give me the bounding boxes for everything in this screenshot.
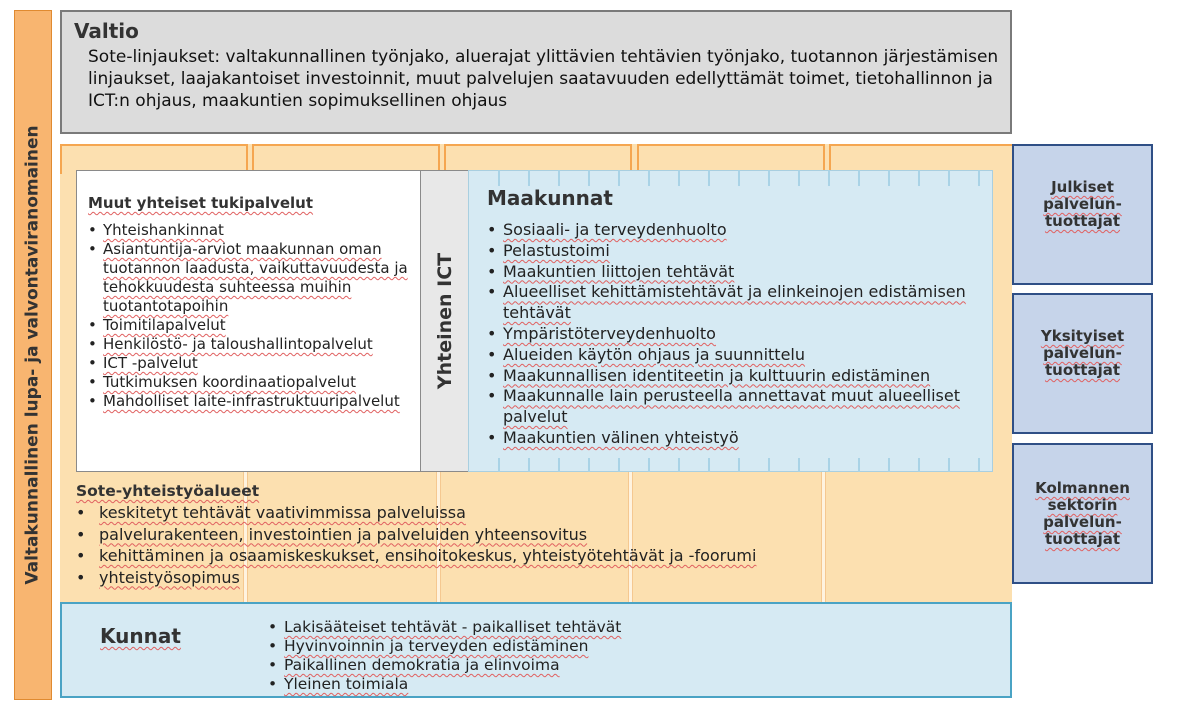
stripe-mark [708,458,710,472]
kunnat-list [268,618,868,694]
provider-private-box [1012,293,1153,434]
list-item: • Yleinen toimiala [268,675,868,694]
list-item: • kehittäminen ja osaamiskeskukset, ensihoitokeskus, yhteistyötehtävät ja -foorumi [76,545,976,567]
valtio-title: Valtio [74,19,139,43]
stripe-mark [648,170,650,186]
stripe-mark [888,458,890,472]
stripe-mark [678,458,680,472]
list-item: • Asiantuntija-arviot maakunnan oman tuotannon laadusta, vaikuttavuudesta ja tehokkuudesta suhteessa muihin tuotantotapoihin [88,240,418,316]
stripe-mark [858,458,860,472]
stripe-mark [558,458,560,472]
maakunnat-title: Maakunnat [487,186,613,210]
stripe-mark [588,170,590,186]
stripe-mark [528,170,530,186]
list-item: • Maakuntien liittojen tehtävät [487,262,987,283]
list-item: • Ympäristöterveydenhuolto [487,324,987,345]
provider-public-label: Julkiset palvelun-tuottajat [1043,178,1122,230]
list-item: • Maakunnallisen identiteetin ja kulttuurin edistäminen [487,366,987,387]
list-item: • Alueiden käytön ohjaus ja suunnittelu [487,345,987,366]
list-item: • Sosiaali- ja terveydenhuolto [487,220,987,241]
list-item: • Henkilöstö- ja taloushallintopalvelut [88,335,418,354]
stripe-mark [528,458,530,472]
list-item: • Tutkimuksen koordinaatiopalvelut [88,373,418,392]
stripe-mark [618,458,620,472]
list-item: • Lakisääteiset tehtävät - paikalliset tehtävät [268,618,868,637]
list-item: • keskitetyt tehtävät vaativimmissa palveluissa [76,502,976,524]
stripe-mark [918,170,920,186]
stripe-mark [978,170,980,186]
stripe-mark [588,458,590,472]
stripe-mark [678,170,680,186]
sote-list [76,502,976,588]
list-item: • palvelurakenteen, investointien ja palveluiden yhteensovitus [76,524,976,546]
provider-third-sector-box [1012,443,1153,584]
list-item: • Mahdolliset laite-infrastruktuuripalvelut [88,392,418,411]
list-item: • Yhteishankinnat [88,221,418,240]
stripe-mark [918,458,920,472]
side-bar-label: Valtakunnallinen lupa- ja valvontaviranomainen [23,125,43,585]
provider-third-sector-label: Kolmannen sektorin palvelun-tuottajat [1035,479,1130,548]
list-item: • Maakuntien välinen yhteistyö [487,428,987,449]
list-item: • ICT -palvelut [88,354,418,373]
list-item: • Pelastustoimi [487,241,987,262]
sote-title: Sote-yhteistyöalueet [76,482,260,500]
list-item: • yhteistyösopimus [76,567,976,589]
list-item: • Paikallinen demokratia ja elinvoima [268,656,868,675]
stripe-mark [858,170,860,186]
stripe-mark [738,458,740,472]
stripe-mark [558,170,560,186]
stripe-mark [798,170,800,186]
provider-private-label: Yksityiset palvelun-tuottajat [1040,327,1125,379]
stripe-mark [768,458,770,472]
stripe-mark [498,170,500,186]
stripe-mark [498,458,500,472]
stripe-mark [948,458,950,472]
maakunnat-list [487,220,987,449]
ict-label: Yhteinen ICT [434,252,457,390]
stripe-mark [648,458,650,472]
stripe-mark [768,170,770,186]
list-item: • Toimitilapalvelut [88,316,418,335]
list-item: • Alueelliset kehittämistehtävät ja elinkeinojen edistämisen tehtävät [487,282,987,324]
valtio-text: Sote-linjaukset: valtakunnallinen työnjako, aluerajat ylittävien tehtävien työnjako, tuotannon järjestämisen linjaukset, laajakantoiset investoinnit, muut palvelujen saatavuuden edellyttämät toimet, tietohallinnon ja ICT:n ohjaus, maakuntien sopimuksellinen ohjaus [88,47,999,111]
stripe-mark [738,170,740,186]
stripe-mark [828,170,830,186]
support-services-title: Muut yhteiset tukipalvelut [88,194,314,212]
stripe-mark [708,170,710,186]
stripe-mark [888,170,890,186]
stripe-mark [978,458,980,472]
kunnat-title: Kunnat [100,624,181,648]
support-services-list [88,221,418,411]
stripe-mark [618,170,620,186]
stripe-mark [828,458,830,472]
list-item: • Maakunnalle lain perusteella annettavat muut alueelliset palvelut [487,386,987,428]
stripe-mark [798,458,800,472]
list-item: • Hyvinvoinnin ja terveyden edistäminen [268,637,868,656]
provider-public-box [1012,144,1153,285]
stripe-mark [948,170,950,186]
